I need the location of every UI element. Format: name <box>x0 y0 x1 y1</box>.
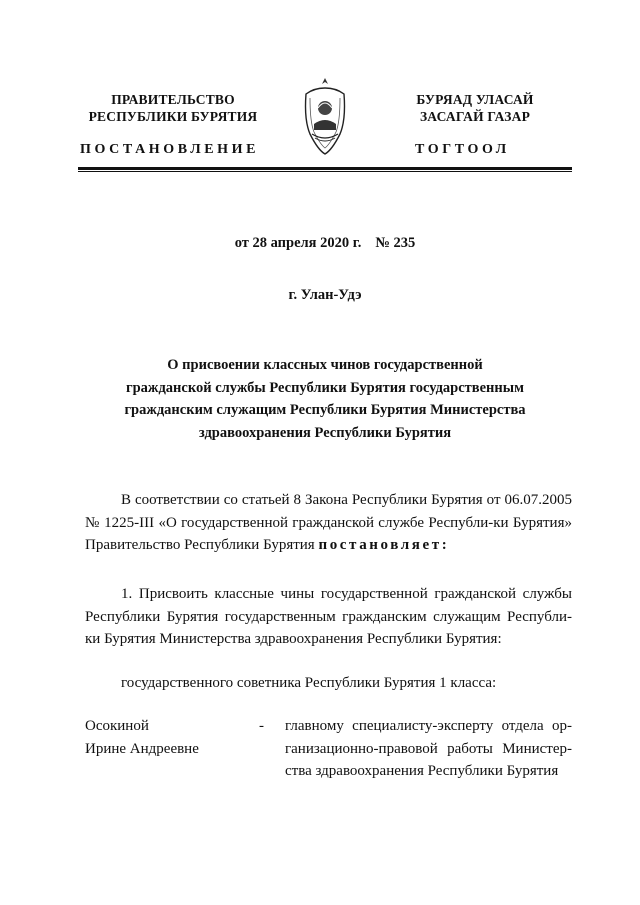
header-left-line2: РЕСПУБЛИКИ БУРЯТИЯ <box>88 109 258 124</box>
document-title <box>78 354 572 444</box>
date-number-line <box>78 235 572 252</box>
preamble-paragraph <box>85 489 572 557</box>
title-line2: гражданской службы Республики Бурятия государственным <box>126 379 524 396</box>
title-line3: гражданским служащим Республики Бурятия Министерства <box>124 402 526 418</box>
header-left-line1: ПРАВИТЕЛЬСТВО <box>111 92 235 107</box>
appointee-given-name: Ирине Андреевне <box>85 740 199 757</box>
header-right-line1: БУРЯАД УЛАСАЙ <box>416 92 534 107</box>
appointee-dash: - <box>259 718 264 734</box>
coat-of-arms-icon <box>300 72 350 160</box>
appointee-surname: Осокиной <box>85 718 149 734</box>
item-1-paragraph <box>85 583 572 651</box>
title-line1: О присвоении классных чинов государственной <box>167 357 483 373</box>
doc-type-bua: ТОГТООЛ <box>415 142 510 157</box>
title-line4: здравоохранения Республики Бурятия <box>198 424 452 441</box>
header-right-line2: ЗАСАГАЙ ГАЗАР <box>419 109 531 124</box>
item-1-text: 1. Присвоить классные чины государственной гражданской службы Республики Бурятия государственным гражданским служащим Республи-ки Бурятия Министерства здравоохранения Республики Бурятия: <box>85 586 572 647</box>
preamble-text: В соответствии со статьей 8 Закона Республики Бурятия от 06.07.2005 № 1225-III «О государственной гражданской службе Республи-ки Бурятия» Правительство Республики Бурятия <box>85 492 572 553</box>
rank-heading-text: государственного советника Республики Бурятия 1 класса: <box>121 675 497 691</box>
government-name-bua <box>380 91 570 125</box>
header-divider-thin <box>78 171 572 172</box>
city: г. Улан-Удэ <box>288 287 362 303</box>
appointee-name <box>85 715 255 760</box>
decree-keyword: постановляет: <box>318 537 450 553</box>
doc-type-ru: ПОСТАНОВЛЕНИЕ <box>80 142 260 157</box>
appointee-position: главному специалисту-эксперту отдела ор-ганизационно-правовой работы Министер-ства здравоохранения Республики Бурятия <box>285 718 572 779</box>
rank-heading <box>85 672 572 695</box>
government-name-ru <box>78 91 268 125</box>
document-date: от 28 апреля 2020 г. <box>234 235 362 251</box>
header-divider-thick <box>78 167 572 170</box>
document-number: № 235 <box>375 235 416 251</box>
